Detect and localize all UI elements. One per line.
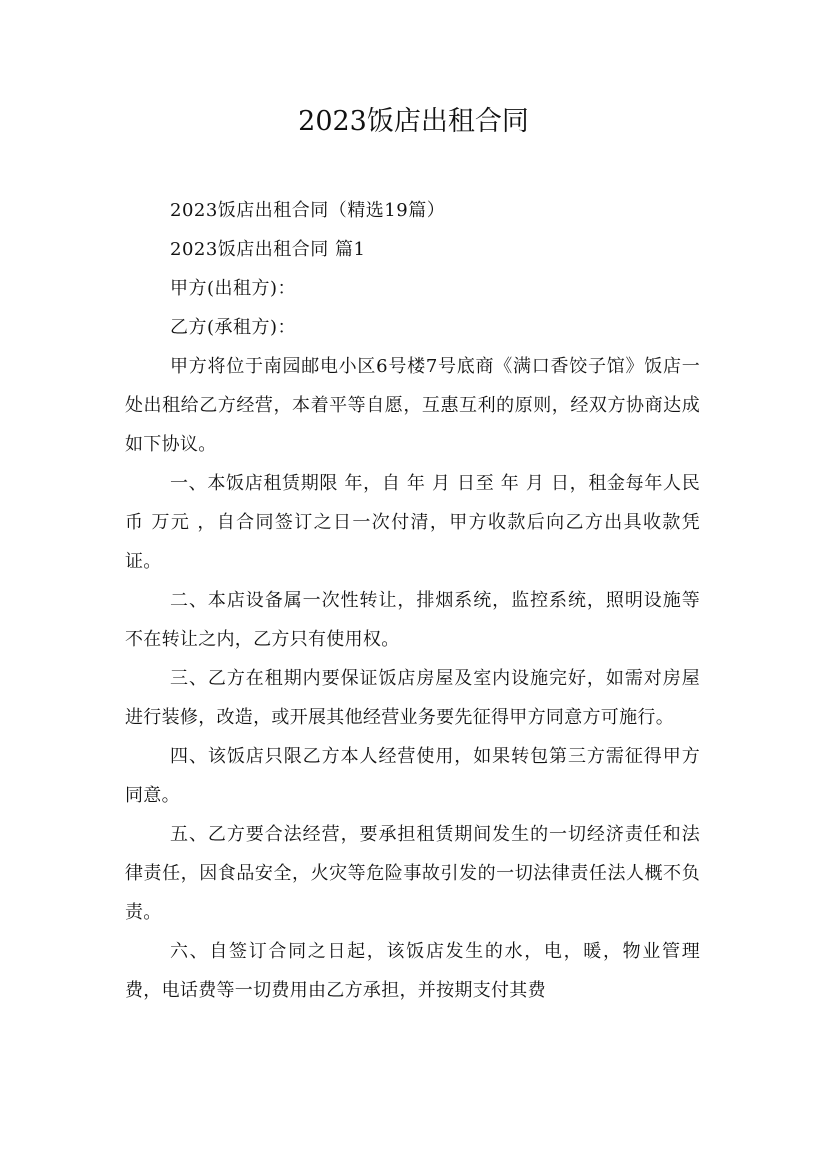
subtitle-line: 2023饭店出租合同（精选19篇） [170,200,446,221]
party-b-line: 乙方(承租方)： [170,317,297,338]
clause-2: 二、本店设备属一次性转让，排烟系统，监控系统，照明设施等不在转让之内，乙方只有使用权。 [125,590,700,650]
document-title: 2023饭店出租合同 [298,106,529,137]
document-body [125,191,700,1010]
clause-3: 三、乙方在租期内要保证饭店房屋及室内设施完好，如需对房屋进行装修，改造，或开展其他经营业务要先征得甲方同意方可施行。 [125,668,700,728]
clause-1: 一、本饭店租赁期限 年，自 年 月 日至 年 月 日，租金每年人民币 万元 ，自合同签订之日一次付清，甲方收款后向乙方出具收款凭证。 [125,473,700,572]
intro-paragraph: 甲方将位于南园邮电小区6号楼7号底商《满口香饺子馆》饭店一处出租给乙方经营，本着平等自愿，互惠互利的原则，经双方协商达成如下协议。 [125,356,700,455]
section-heading: 2023饭店出租合同 篇1 [170,239,366,260]
party-a-line: 甲方(出租方)： [170,278,297,299]
clause-5: 五、乙方要合法经营，要承担租赁期间发生的一切经济责任和法律责任，因食品安全，火灾等危险事故引发的一切法律责任法人概不负责。 [125,824,700,923]
clause-6: 六、自签订合同之日起，该饭店发生的水，电，暖，物业管理费，电话费等一切费用由乙方承担，并按期支付其费 [125,941,700,1001]
clause-4: 四、该饭店只限乙方本人经营使用，如果转包第三方需征得甲方同意。 [125,746,700,806]
